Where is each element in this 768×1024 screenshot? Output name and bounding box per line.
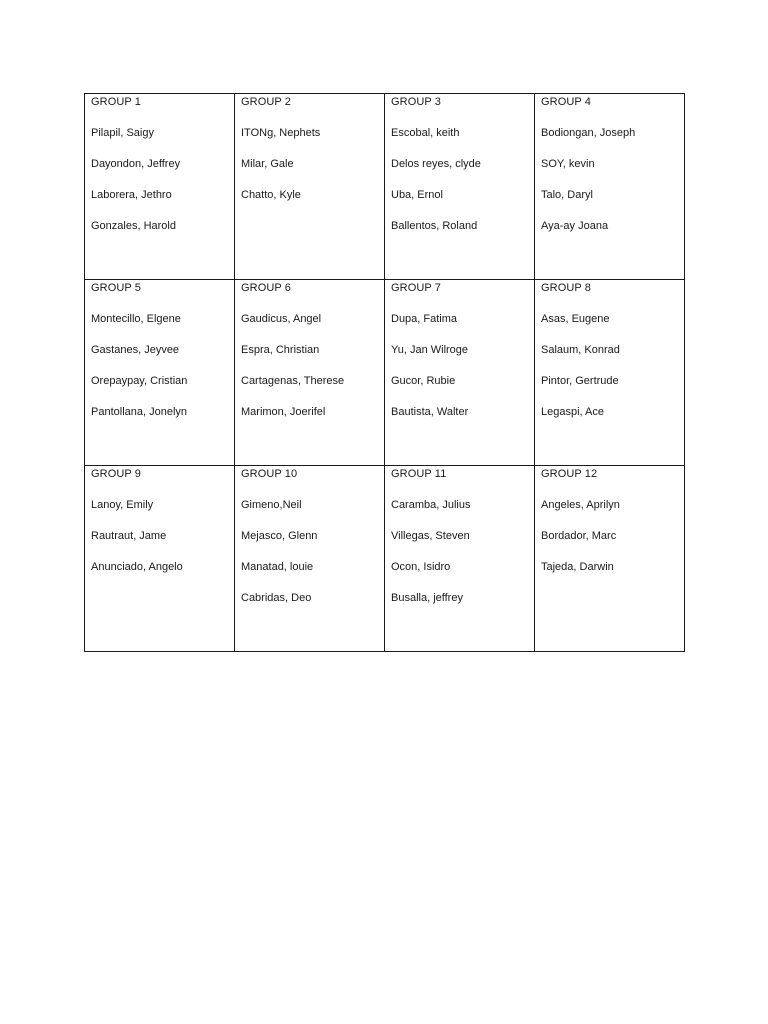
member-name: Montecillo, Elgene — [91, 313, 181, 325]
groups-table — [84, 93, 685, 652]
group-title: GROUP 10 — [241, 468, 298, 480]
member-name: Bordador, Marc — [541, 530, 617, 542]
member-name: Milar, Gale — [241, 158, 294, 170]
group-title: GROUP 4 — [541, 96, 592, 108]
group-cell-1 — [85, 94, 235, 280]
group-title: GROUP 7 — [391, 282, 442, 294]
group-cell-12 — [535, 466, 685, 652]
table-row — [85, 466, 685, 652]
group-cell-3 — [385, 94, 535, 280]
group-cell-9 — [85, 466, 235, 652]
member-name: Laborera, Jethro — [91, 189, 172, 201]
group-cell-5 — [85, 280, 235, 466]
member-name: Rautraut, Jame — [91, 530, 167, 542]
member-name: Espra, Christian — [241, 344, 320, 356]
member-name: Escobal, keith — [391, 127, 460, 139]
group-cell-6 — [235, 280, 385, 466]
member-name: Delos reyes, clyde — [391, 158, 481, 170]
member-name: Pintor, Gertrude — [541, 375, 619, 387]
member-name: Gastanes, Jeyvee — [91, 344, 180, 356]
group-title: GROUP 3 — [391, 96, 442, 108]
group-cell-11 — [385, 466, 535, 652]
member-name: Aya-ay Joana — [541, 220, 609, 232]
group-cell-4 — [535, 94, 685, 280]
member-name: Ocon, Isidro — [391, 561, 451, 573]
member-name: SOY, kevin — [541, 158, 595, 170]
member-name: Legaspi, Ace — [541, 406, 604, 418]
group-title: GROUP 1 — [91, 96, 142, 108]
member-name: Marimon, Joerifel — [241, 406, 326, 418]
group-cell-8 — [535, 280, 685, 466]
member-name: Bodiongan, Joseph — [541, 127, 636, 139]
member-name: Yu, Jan Wilroge — [391, 344, 469, 356]
member-name: Angeles, Aprilyn — [541, 499, 620, 511]
member-name: Gonzales, Harold — [91, 220, 176, 232]
group-title: GROUP 9 — [91, 468, 142, 480]
member-name: Pilapil, Saigy — [91, 127, 154, 139]
table-row — [85, 280, 685, 466]
group-cell-2 — [235, 94, 385, 280]
group-cell-7 — [385, 280, 535, 466]
member-name: Villegas, Steven — [391, 530, 470, 542]
member-name: Ballentos, Roland — [391, 220, 478, 232]
member-name: Busalla, jeffrey — [391, 592, 463, 604]
member-name: Uba, Ernol — [391, 189, 443, 201]
group-title: GROUP 2 — [241, 96, 292, 108]
member-name: Chatto, Kyle — [241, 189, 301, 201]
member-name: Gucor, Rubie — [391, 375, 456, 387]
member-name: Gimeno,Neil — [241, 499, 302, 511]
member-name: Cabridas, Deo — [241, 592, 312, 604]
group-title: GROUP 8 — [541, 282, 592, 294]
member-name: Mejasco, Glenn — [241, 530, 318, 542]
group-title: GROUP 11 — [391, 468, 447, 480]
member-name: Cartagenas, Therese — [241, 375, 345, 387]
table-row — [85, 94, 685, 280]
member-name: Talo, Daryl — [541, 189, 593, 201]
member-name: Asas, Eugene — [541, 313, 610, 325]
member-name: Manatad, louie — [241, 561, 314, 573]
member-name: Dayondon, Jeffrey — [91, 158, 181, 170]
member-name: ITONg, Nephets — [241, 127, 321, 139]
member-name: Gaudicus, Angel — [241, 313, 322, 325]
member-name: Salaum, Konrad — [541, 344, 620, 356]
member-name: Bautista, Walter — [391, 406, 469, 418]
member-name: Orepaypay, Cristian — [91, 375, 188, 387]
group-title: GROUP 6 — [241, 282, 292, 294]
member-name: Lanoy, Emily — [91, 499, 154, 511]
member-name: Tajeda, Darwin — [541, 561, 614, 573]
member-name: Anunciado, Angelo — [91, 561, 183, 573]
member-name: Pantollana, Jonelyn — [91, 406, 188, 418]
group-title: GROUP 12 — [541, 468, 598, 480]
member-name: Caramba, Julius — [391, 499, 471, 511]
member-name: Dupa, Fatima — [391, 313, 458, 325]
group-cell-10 — [235, 466, 385, 652]
group-title: GROUP 5 — [91, 282, 142, 294]
